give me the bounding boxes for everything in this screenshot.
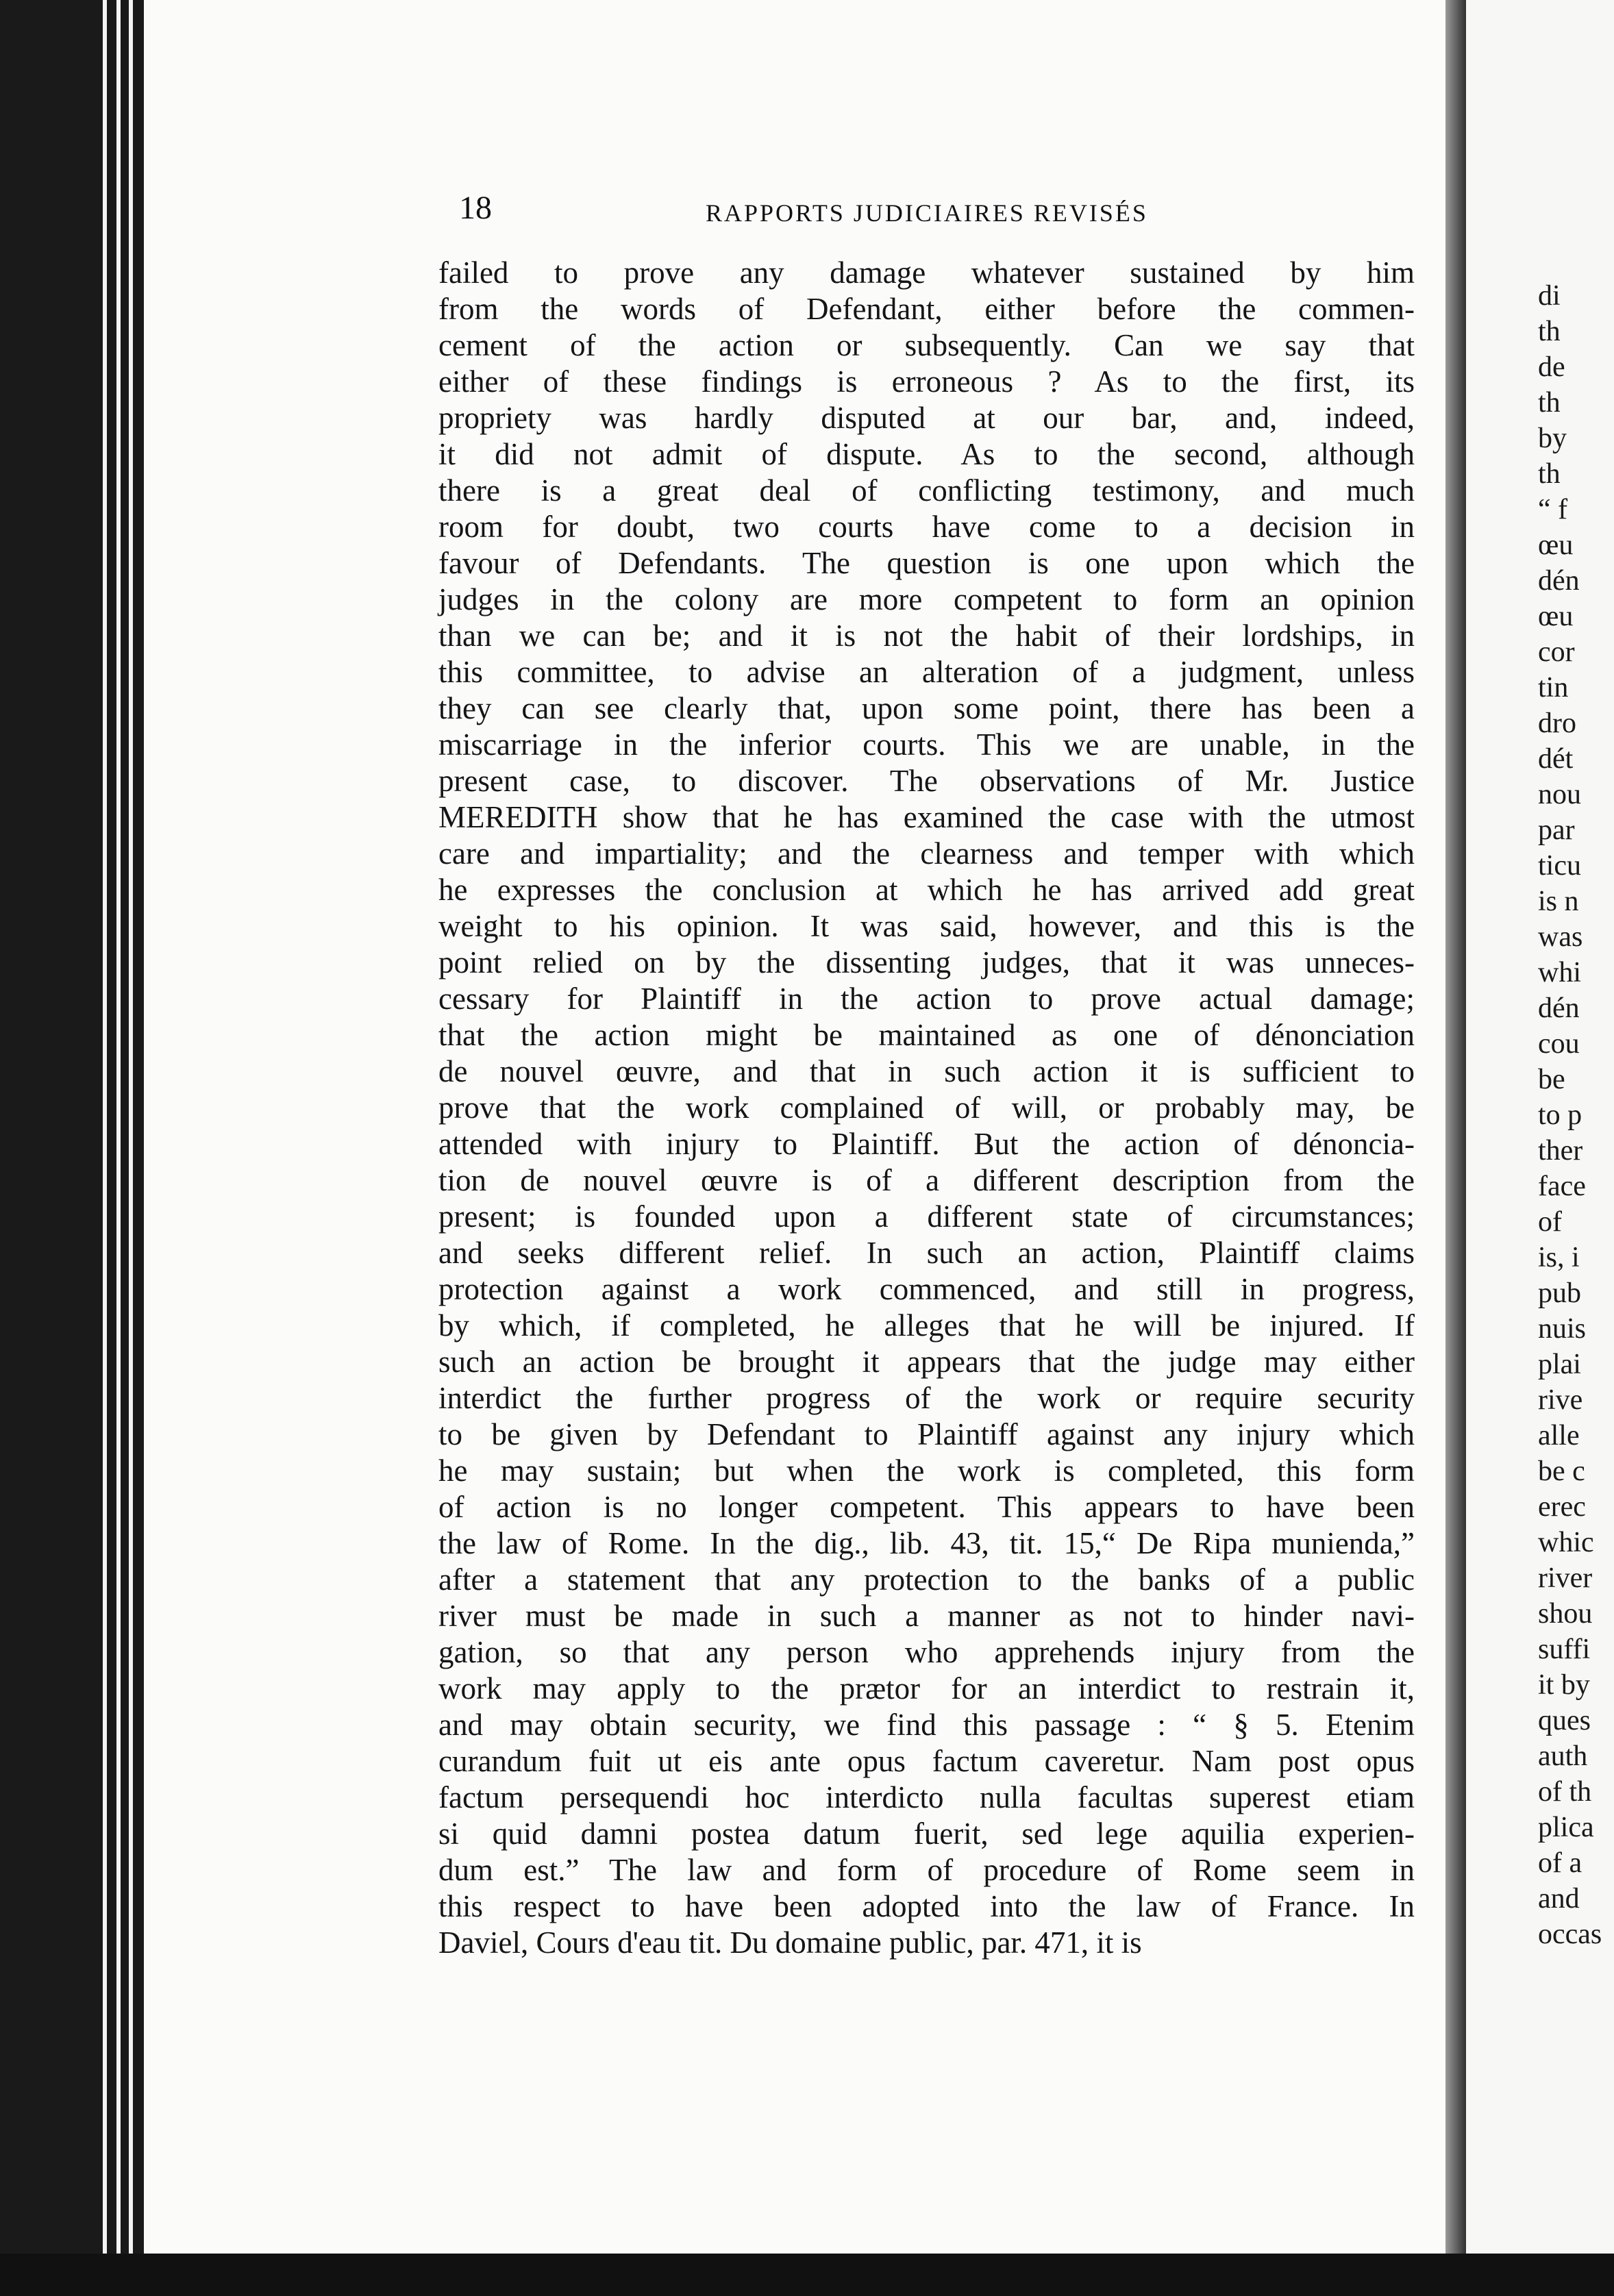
- text-line: propriety was hardly disputed at our bar, and, indeed,: [438, 401, 1415, 435]
- facing-page-line: th: [1538, 387, 1561, 419]
- facing-page-line: was: [1538, 921, 1583, 953]
- text-line: present case, to discover. The observations of Mr. Justice: [438, 764, 1415, 798]
- text-line: this committee, to advise an alteration of a judgment, unless: [438, 655, 1415, 689]
- page-stack-edge: [116, 0, 121, 2296]
- facing-page-line: of: [1538, 1206, 1562, 1238]
- text-line: miscarriage in the inferior courts. This we are unable, in the: [438, 727, 1415, 762]
- text-line: he may sustain; but when the work is completed, this form: [438, 1453, 1415, 1488]
- facing-page-line: erec: [1538, 1491, 1586, 1523]
- text-line: he expresses the conclusion at which he has arrived add great: [438, 873, 1415, 907]
- text-line: factum persequendi hoc interdicto nulla facultas superest etiam: [438, 1780, 1415, 1814]
- facing-page-line: ticu: [1538, 850, 1581, 882]
- facing-page-line: alle: [1538, 1420, 1580, 1451]
- facing-page-line: cor: [1538, 636, 1575, 668]
- text-line: MEREDITH show that he has examined the case with the utmost: [438, 800, 1415, 834]
- facing-page-line: rive: [1538, 1384, 1583, 1416]
- text-line: it did not admit of dispute. As to the second, although: [438, 437, 1415, 471]
- body-text: [438, 255, 1415, 1961]
- running-head: RAPPORTS JUDICIAIRES REVISÉS: [706, 199, 1148, 227]
- scan-bottom-edge: [0, 2254, 1614, 2296]
- facing-page-line: auth: [1538, 1740, 1588, 1772]
- facing-page-fragment: [1466, 0, 1614, 2296]
- book-binding-shadow: [0, 0, 144, 2296]
- facing-page-line: plica: [1538, 1812, 1594, 1843]
- facing-page-line: ques: [1538, 1705, 1591, 1736]
- text-line: Daviel, Cours d'eau tit. Du domaine public, par. 471, it is: [438, 1925, 1142, 1960]
- text-line: and may obtain security, we find this passage : “ § 5. Etenim: [438, 1708, 1415, 1742]
- text-line: of action is no longer competent. This appears to have been: [438, 1490, 1415, 1524]
- facing-page-line: cou: [1538, 1028, 1580, 1060]
- page-stack-edge: [129, 0, 133, 2296]
- facing-page-line: di: [1538, 280, 1561, 312]
- facing-page-line: is n: [1538, 886, 1579, 917]
- text-line: point relied on by the dissenting judges, that it was unneces-: [438, 945, 1415, 979]
- facing-page-line: suffi: [1538, 1634, 1591, 1665]
- facing-page-line: dét: [1538, 743, 1574, 775]
- text-line: the law of Rome. In the dig., lib. 43, tit. 15,“ De Ripa munienda,”: [438, 1526, 1415, 1560]
- facing-page-line: dén: [1538, 993, 1580, 1024]
- text-line: present; is founded upon a different state of circumstances;: [438, 1199, 1415, 1234]
- text-line: care and impartiality; and the clearness and temper with which: [438, 836, 1415, 871]
- text-line: interdict the further progress of the work or require security: [438, 1381, 1415, 1415]
- text-line: si quid damni postea datum fuerit, sed lege aquilia experien-: [438, 1817, 1415, 1851]
- facing-page-line: it by: [1538, 1669, 1590, 1701]
- text-line: room for doubt, two courts have come to a decision in: [438, 510, 1415, 544]
- facing-page-line: dén: [1538, 565, 1580, 597]
- facing-page-line: th: [1538, 316, 1561, 347]
- text-line: after a statement that any protection to the banks of a public: [438, 1562, 1415, 1597]
- facing-page-line: face: [1538, 1171, 1586, 1202]
- facing-page-line: occas: [1538, 1919, 1602, 1950]
- text-line: gation, so that any person who apprehends injury from the: [438, 1635, 1415, 1669]
- facing-page-line: nou: [1538, 779, 1581, 810]
- facing-page-line: “ f: [1538, 494, 1568, 525]
- text-line: favour of Defendants. The question is one upon which the: [438, 546, 1415, 580]
- text-line: weight to his opinion. It was said, however, and this is the: [438, 909, 1415, 943]
- text-line: by which, if completed, he alleges that he will be injured. If: [438, 1308, 1415, 1343]
- page-number: 18: [459, 190, 492, 226]
- facing-page-line: shou: [1538, 1598, 1593, 1630]
- text-line: de nouvel œuvre, and that in such action it is sufficient to: [438, 1054, 1415, 1088]
- page-header: [459, 190, 1415, 234]
- facing-page-line: ther: [1538, 1135, 1583, 1166]
- facing-page-line: be: [1538, 1064, 1565, 1095]
- facing-page-line: plai: [1538, 1349, 1581, 1380]
- facing-page-line: by: [1538, 423, 1567, 454]
- text-line: that the action might be maintained as one of dénonciation: [438, 1018, 1415, 1052]
- text-line: than we can be; and it is not the habit of their lordships, in: [438, 619, 1415, 653]
- text-line: to be given by Defendant to Plaintiff against any injury which: [438, 1417, 1415, 1451]
- facing-page-line: whi: [1538, 957, 1581, 988]
- text-line: there is a great deal of conflicting testimony, and much: [438, 473, 1415, 508]
- facing-page-line: is, i: [1538, 1242, 1580, 1273]
- text-line: cement of the action or subsequently. Can we say that: [438, 328, 1415, 362]
- text-line: tion de nouvel œuvre is of a different description from the: [438, 1163, 1415, 1197]
- text-line: dum est.” The law and form of procedure of Rome seem in: [438, 1853, 1415, 1887]
- text-line: protection against a work commenced, and still in progress,: [438, 1272, 1415, 1306]
- text-line: judges in the colony are more competent to form an opinion: [438, 582, 1415, 616]
- facing-page-line: and: [1538, 1883, 1580, 1914]
- text-line: they can see clearly that, upon some point, there has been a: [438, 691, 1415, 725]
- facing-page-line: th: [1538, 458, 1561, 490]
- facing-page-line: be c: [1538, 1456, 1585, 1487]
- text-line: work may apply to the prætor for an interdict to restrain it,: [438, 1671, 1415, 1706]
- facing-page-line: pub: [1538, 1277, 1581, 1309]
- facing-page-line: œu: [1538, 529, 1574, 561]
- facing-page-line: of a: [1538, 1847, 1582, 1879]
- text-line: and seeks different relief. In such an action, Plaintiff claims: [438, 1236, 1415, 1270]
- text-line: this respect to have been adopted into the law of France. In: [438, 1889, 1415, 1923]
- text-line: curandum fuit ut eis ante opus factum caveretur. Nam post opus: [438, 1744, 1415, 1778]
- facing-page-line: dro: [1538, 708, 1576, 739]
- text-line: from the words of Defendant, either before the commen-: [438, 292, 1415, 326]
- text-line: such an action be brought it appears that the judge may either: [438, 1345, 1415, 1379]
- facing-page-line: œu: [1538, 601, 1574, 632]
- facing-page-line: de: [1538, 351, 1565, 383]
- facing-page-line: to p: [1538, 1099, 1582, 1131]
- facing-page-line: river: [1538, 1562, 1593, 1594]
- text-line: attended with injury to Plaintiff. But the action of dénoncia-: [438, 1127, 1415, 1161]
- facing-page-line: whic: [1538, 1527, 1594, 1558]
- facing-page-line: par: [1538, 814, 1575, 846]
- page-stack-edge: [103, 0, 107, 2296]
- facing-page-line: tin: [1538, 672, 1569, 703]
- text-line: either of these findings is erroneous ? As to the first, its: [438, 364, 1415, 399]
- text-line: river must be made in such a manner as not to hinder navi-: [438, 1599, 1415, 1633]
- text-line: cessary for Plaintiff in the action to prove actual damage;: [438, 982, 1415, 1016]
- facing-page-line: of th: [1538, 1776, 1592, 1808]
- facing-page-line: nuis: [1538, 1313, 1587, 1345]
- text-line: prove that the work complained of will, or probably may, be: [438, 1090, 1415, 1125]
- text-line: failed to prove any damage whatever sustained by him: [438, 255, 1415, 290]
